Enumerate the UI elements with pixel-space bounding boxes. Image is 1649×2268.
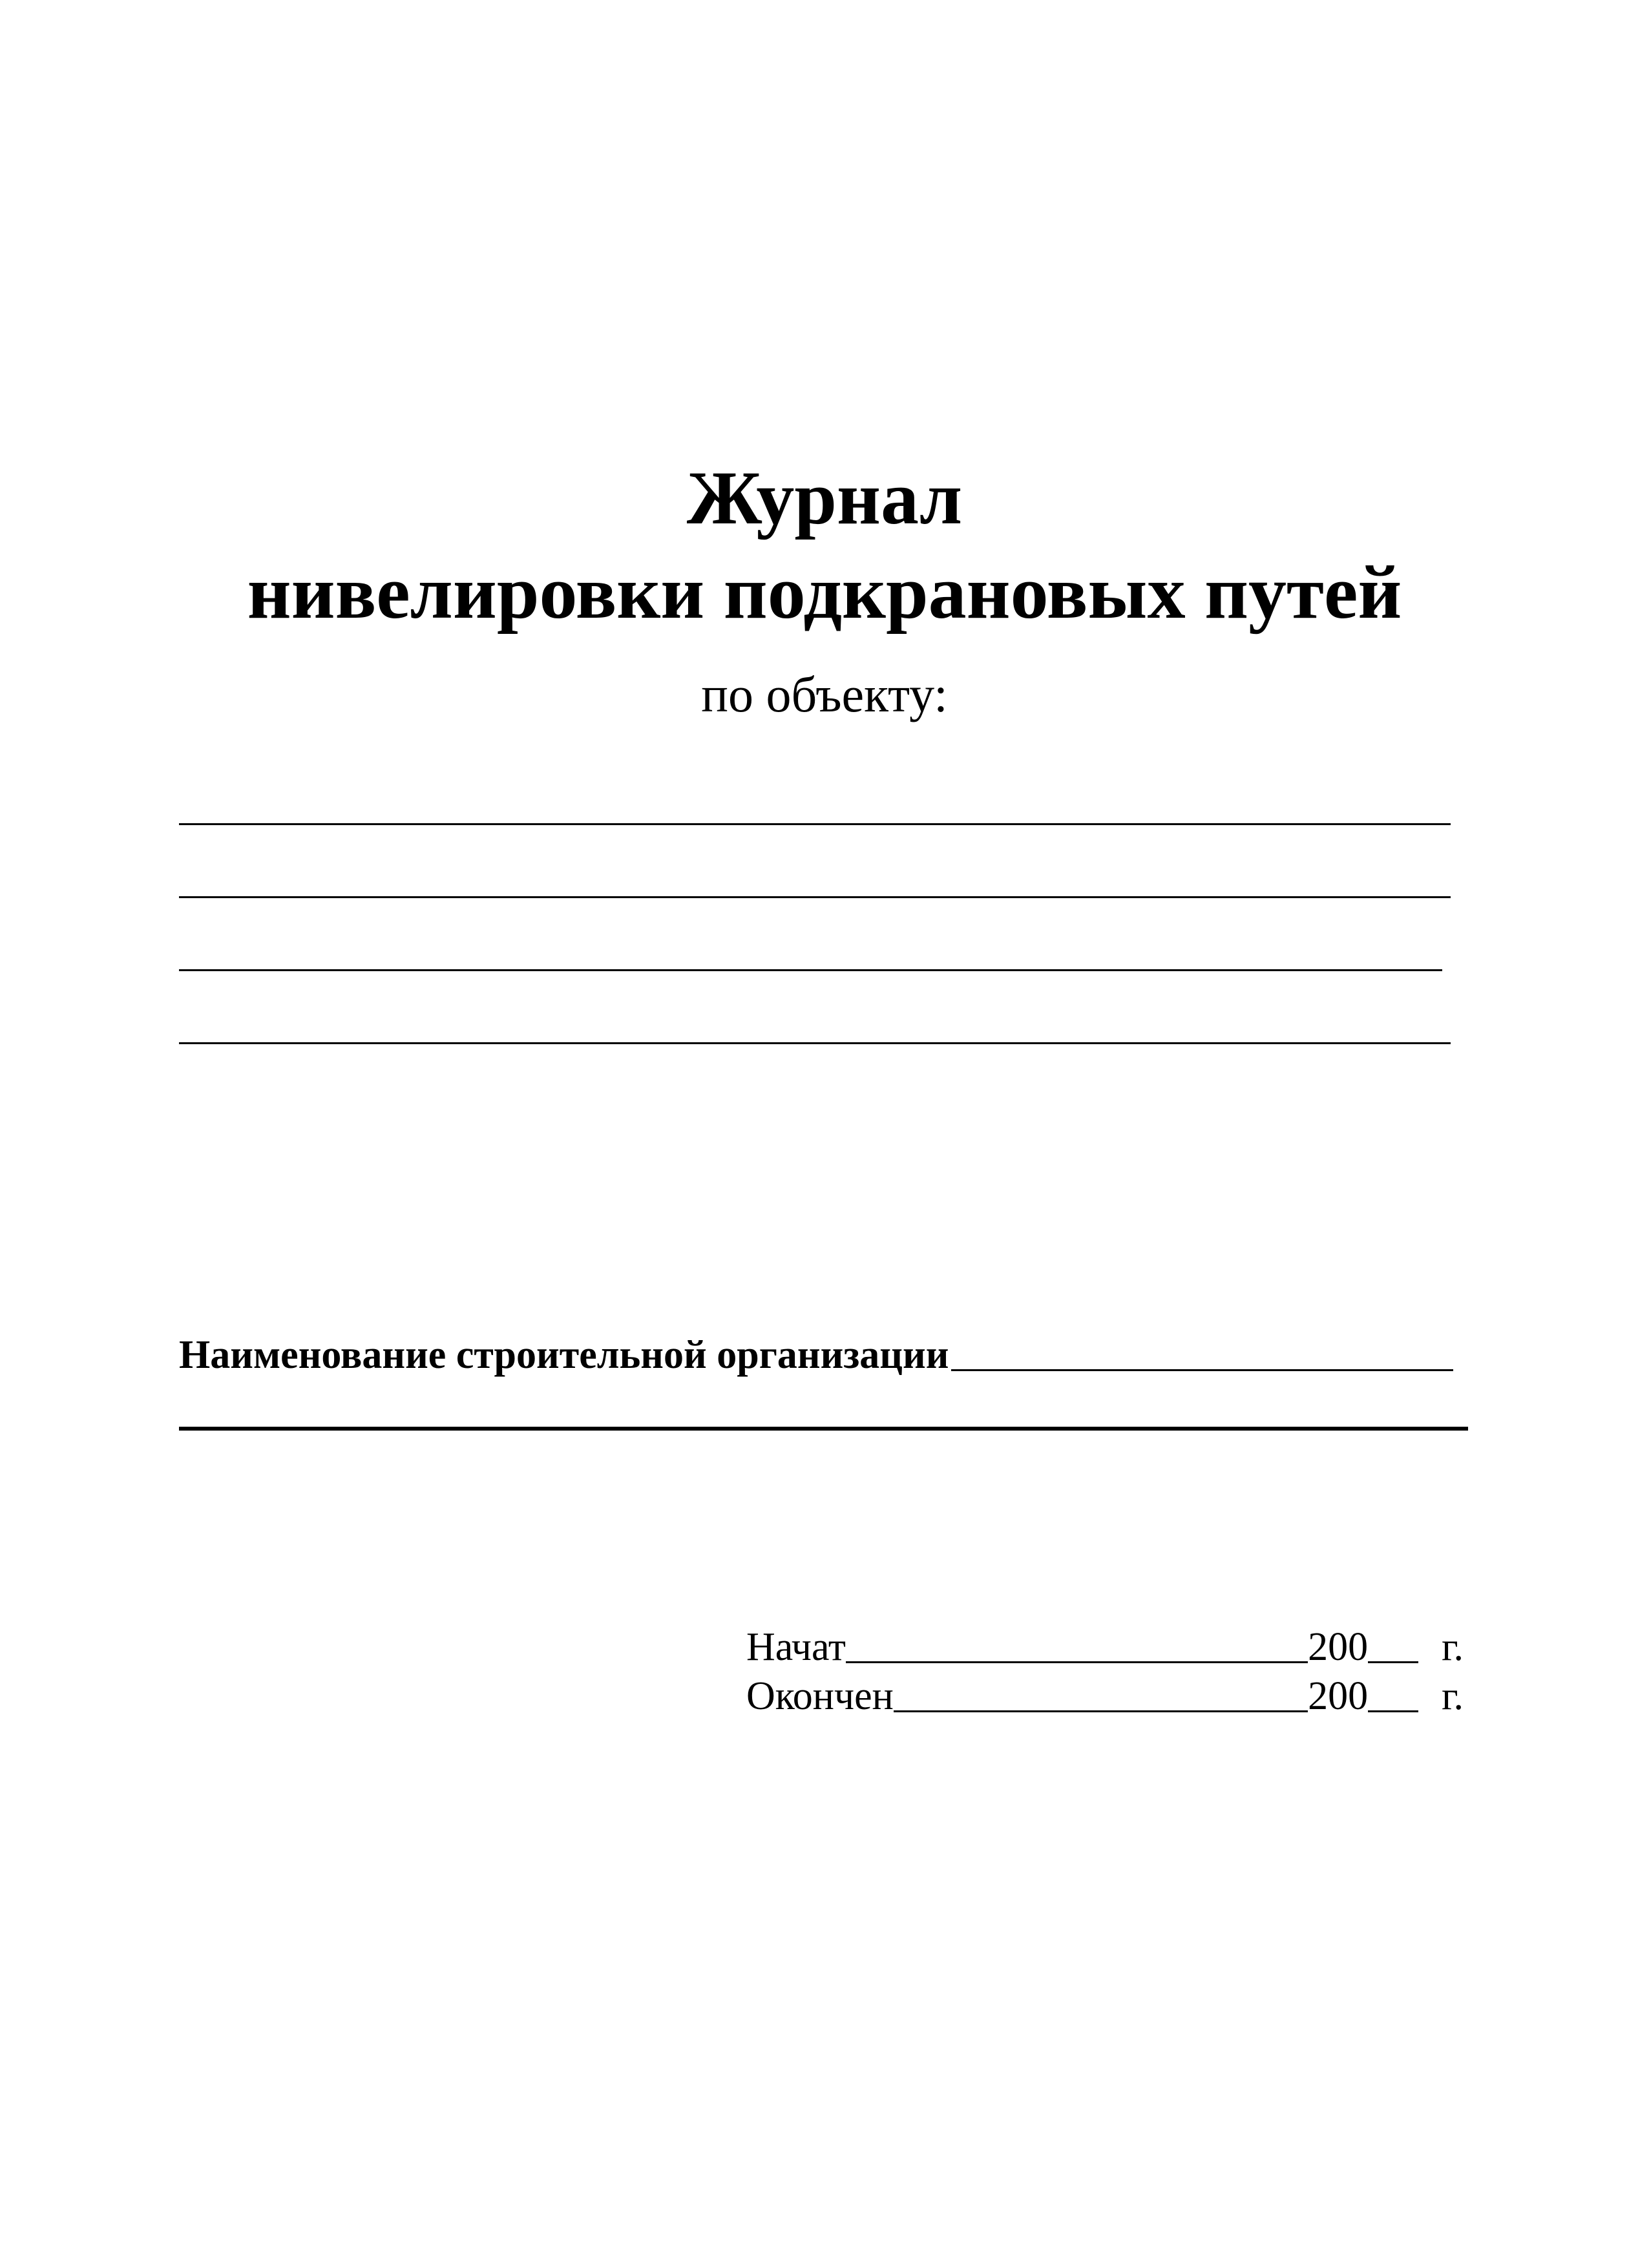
start-date-label: Начат	[746, 1625, 846, 1669]
organization-blank	[951, 1369, 1453, 1371]
end-year-prefix: 200	[1308, 1674, 1369, 1718]
start-date-row	[746, 1621, 1464, 1667]
end-date-row	[746, 1670, 1464, 1716]
organization-blank-line	[179, 1427, 1468, 1431]
end-date-label: Окончен	[746, 1674, 894, 1718]
object-blank-line	[179, 823, 1451, 825]
start-year-prefix: 200	[1308, 1625, 1369, 1669]
document-title-subject: нивелировки подкрановых путей	[247, 550, 1402, 635]
object-blank-line	[179, 1042, 1451, 1044]
start-year-suffix: г.	[1442, 1625, 1464, 1669]
start-year-blank	[1368, 1661, 1418, 1663]
start-date-blank	[846, 1661, 1308, 1663]
object-blank-line	[179, 969, 1442, 971]
end-year-blank	[1368, 1710, 1418, 1712]
object-blank-line	[179, 896, 1451, 898]
document-title: Журнал	[686, 456, 963, 540]
object-caption: по объекту:	[701, 666, 948, 722]
end-date-blank	[894, 1710, 1308, 1712]
end-year-suffix: г.	[1442, 1674, 1464, 1718]
organization-row	[179, 1323, 1453, 1375]
organization-label: Наименование строительной организации	[179, 1333, 949, 1377]
